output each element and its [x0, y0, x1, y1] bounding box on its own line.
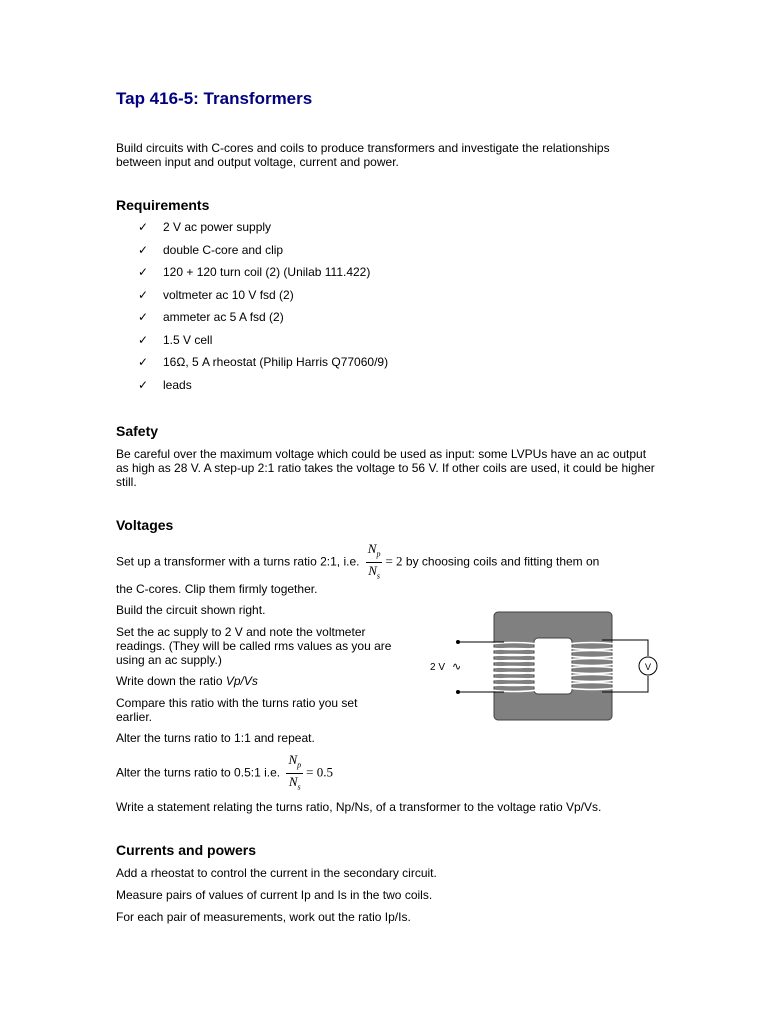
checkmark-icon: ✓: [138, 242, 149, 257]
checkmark-icon: ✓: [138, 287, 149, 302]
currents-line: Measure pairs of values of current Ip and Is in the two coils.: [116, 888, 433, 902]
terminal: [456, 690, 460, 694]
voltages-heading: Voltages: [116, 517, 174, 533]
voltmeter-label: V: [644, 662, 652, 672]
safety-paragraph: Be careful over the maximum voltage which could be used as input: some LVPUs have an ac output as high as 28 V. A step-up 2:1 ratio takes the voltage to 56 V. If other coils are used, it could be higher still.: [116, 447, 655, 489]
requirements-list: [116, 220, 388, 400]
ac-source-icon: ∿: [452, 660, 462, 673]
list-item: ✓ voltmeter ac 10 V fsd (2): [138, 287, 294, 302]
terminal: [456, 640, 460, 644]
checkmark-icon: ✓: [138, 332, 149, 347]
statement-instruction: Write a statement relating the turns ratio, Np/Ns, of a transformer to the voltage ratio Vp/Vs.: [116, 800, 602, 814]
list-item: ✓ double C-core and clip: [138, 242, 284, 257]
list-item: ✓ leads: [138, 377, 192, 392]
checkmark-icon: ✓: [138, 265, 149, 279]
currents-heading: Currents and powers: [116, 842, 257, 858]
checkmark-icon: ✓: [138, 220, 149, 234]
clip-instruction: the C-cores. Clip them firmly together.: [116, 582, 318, 596]
list-item: ✓ 2 V ac power supply: [138, 220, 272, 234]
write-ratio-instruction: Write down the ratio Vp/Vs: [116, 674, 258, 688]
intro-paragraph: Build circuits with C-cores and coils to produce transformers and investigate the relationships between input and output voltage, current and power.: [116, 141, 610, 169]
transformer-circuit-diagram: [424, 608, 664, 728]
checkmark-icon: ✓: [138, 355, 149, 369]
list-item: ✓ 1.5 V cell: [138, 332, 213, 347]
list-item: ✓ 16Ω, 5 A rheostat (Philip Harris Q77060/9): [138, 355, 389, 369]
set-ac-instruction: Set the ac supply to 2 V and note the voltmeter readings. (They will be called rms values as you are using an ac supply.): [116, 625, 392, 667]
primary-coil: [486, 643, 542, 692]
list-item: ✓ ammeter ac 5 A fsd (2): [138, 310, 284, 324]
requirements-heading: Requirements: [116, 197, 210, 213]
safety-heading: Safety: [116, 423, 159, 439]
supply-label: 2 V: [430, 662, 446, 673]
turns-ratio-fraction: $\frac{N_p}{N_s}$: [288, 752, 302, 792]
checkmark-icon: ✓: [138, 377, 149, 392]
turns-ratio-fraction: $\frac{N_p}{N_s}$: [367, 541, 381, 581]
currents-line: For each pair of measurements, work out the ratio Ip/Is.: [116, 910, 411, 924]
currents-line: Add a rheostat to control the current in the secondary circuit.: [116, 866, 437, 880]
list-item: ✓ 120 + 120 turn coil (2) (Unilab 111.422): [138, 265, 371, 279]
alter-ratio-2: Alter the turns ratio to 0.5:1 i.e. $\frac{N_p}{N_s}$ = 0.5: [116, 752, 333, 794]
compare-instruction: Compare this ratio with the turns ratio you set earlier.: [116, 696, 358, 724]
build-instruction: Build the circuit shown right.: [116, 603, 266, 617]
alter-ratio-1: Alter the turns ratio to 1:1 and repeat.: [116, 731, 315, 745]
turns-ratio-instruction: Set up a transformer with a turns ratio 2:1, i.e. $\frac{N_p}{N_s}$ = 2 by choosing coils and fitting them on: [116, 541, 599, 583]
checkmark-icon: ✓: [138, 310, 149, 324]
page-title: Tap 416-5: Transformers: [116, 89, 313, 108]
